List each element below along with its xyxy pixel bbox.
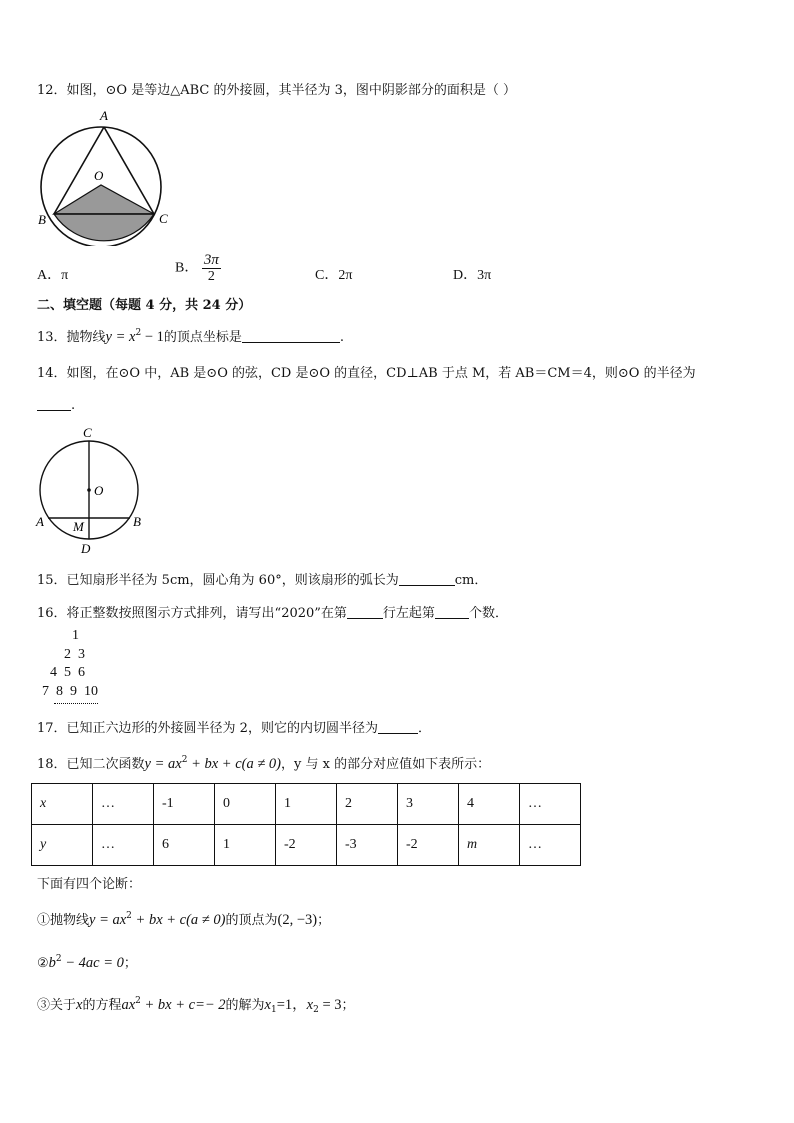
table-cell: 6 [154, 825, 215, 866]
table-cell: … [520, 784, 581, 825]
xy-value-table [31, 783, 581, 866]
q18-statement-1: ①抛物线$y = ax^2$ + bx + c(a ≠ 0)的顶点为(2, −3)； [37, 911, 331, 928]
table-cell: -3 [337, 825, 398, 866]
q14-figure [33, 424, 163, 559]
q12-choice-b[interactable]: B． $\frac{3\pi}{2}$ [175, 252, 219, 284]
table-cell: y [32, 825, 93, 866]
q12-choice-d[interactable]: D．3π [453, 268, 492, 283]
table-cell: … [520, 825, 581, 866]
q18-statement-2: $②b^2 - 4ac = 0$； [37, 954, 137, 971]
q14-text-line2: . [37, 396, 75, 415]
q16-position-blank[interactable] [435, 604, 469, 619]
q12-figure [32, 106, 172, 246]
table-cell: -2 [398, 825, 459, 866]
q15-answer-blank[interactable] [399, 571, 455, 586]
q13-answer-blank[interactable] [242, 328, 340, 343]
q12-text: 12．如图，⊙O 是等边△ABC 的外接圆，其半径为 3，图中阴影部分的面积是（ ） [37, 83, 517, 98]
table-cell: x [32, 784, 93, 825]
q14-text: 14．如图，在⊙O 中，AB 是⊙O 的弦，CD 是⊙O 的直径，CD⊥AB 于点 M，若 AB＝CM＝4，则⊙O 的半径为 [37, 366, 696, 381]
label-C: C [159, 211, 168, 226]
q16-row-blank[interactable] [347, 604, 383, 619]
q12-choice-a[interactable]: A．π [37, 268, 69, 283]
label-O: O [94, 483, 104, 498]
table-row-y [32, 825, 581, 866]
number-triangle-row-4: 7 8 9 10 [42, 684, 98, 699]
table-cell: 3 [398, 784, 459, 825]
number-triangle-row-2: 2 3 [64, 647, 85, 662]
table-cell: -2 [276, 825, 337, 866]
q18-text: 18．已知二次函数$y = ax^2$ + bx + c(a ≠ 0)，y 与 x 的部分对应值如下表所示： [37, 755, 491, 772]
q17-text: 17．已知正六边形的外接圆半径为 2，则它的内切圆半径为 ． [37, 721, 431, 736]
table-cell: 4 [459, 784, 520, 825]
q17-answer-blank[interactable] [378, 719, 418, 734]
continuation-dots [54, 703, 98, 704]
label-C: C [83, 425, 92, 440]
table-cell: m [459, 825, 520, 866]
q16-text: 16．将正整数按照图示方式排列，请写出“2020”在第 行左起第 个数． [37, 606, 508, 621]
fraction-3pi-over-2: $\frac{3\pi}{2}$ [203, 252, 219, 284]
label-B: B [133, 514, 141, 529]
label-D: D [81, 541, 91, 556]
section-fill-in-title: 二、填空题（每题 4 分，共 24 分） [37, 298, 252, 313]
table-cell: … [93, 825, 154, 866]
label-A: A [36, 514, 44, 529]
q14-answer-blank[interactable] [37, 396, 71, 411]
number-triangle-row-1: 1 [72, 628, 79, 643]
table-cell: 1 [276, 784, 337, 825]
q15-text: 15．已知扇形半径为 5cm，圆心角为 60°，则该扇形的弧长为 cm． [37, 573, 488, 588]
table-cell: … [93, 784, 154, 825]
q18-intro: 下面有四个论断： [37, 877, 142, 892]
label-M: M [73, 519, 84, 534]
table-row-x [32, 784, 581, 825]
q13-text: 13．抛物线$y = x^2 - 1$的顶点坐标是 . [37, 328, 345, 345]
table-cell: 1 [215, 825, 276, 866]
q12-choice-c[interactable]: C．2π [315, 268, 353, 283]
table-cell: 0 [215, 784, 276, 825]
label-B: B [38, 212, 46, 227]
q18-statement-3: ③关于x的方程$ax^2$ + bx + c=− 2的解为$x_1=1$，$x_2 = 3$； [37, 996, 355, 1015]
table-cell: -1 [154, 784, 215, 825]
number-triangle-row-3: 4 5 6 [50, 665, 85, 680]
label-O: O [94, 168, 104, 183]
label-A: A [100, 108, 108, 123]
table-cell: 2 [337, 784, 398, 825]
